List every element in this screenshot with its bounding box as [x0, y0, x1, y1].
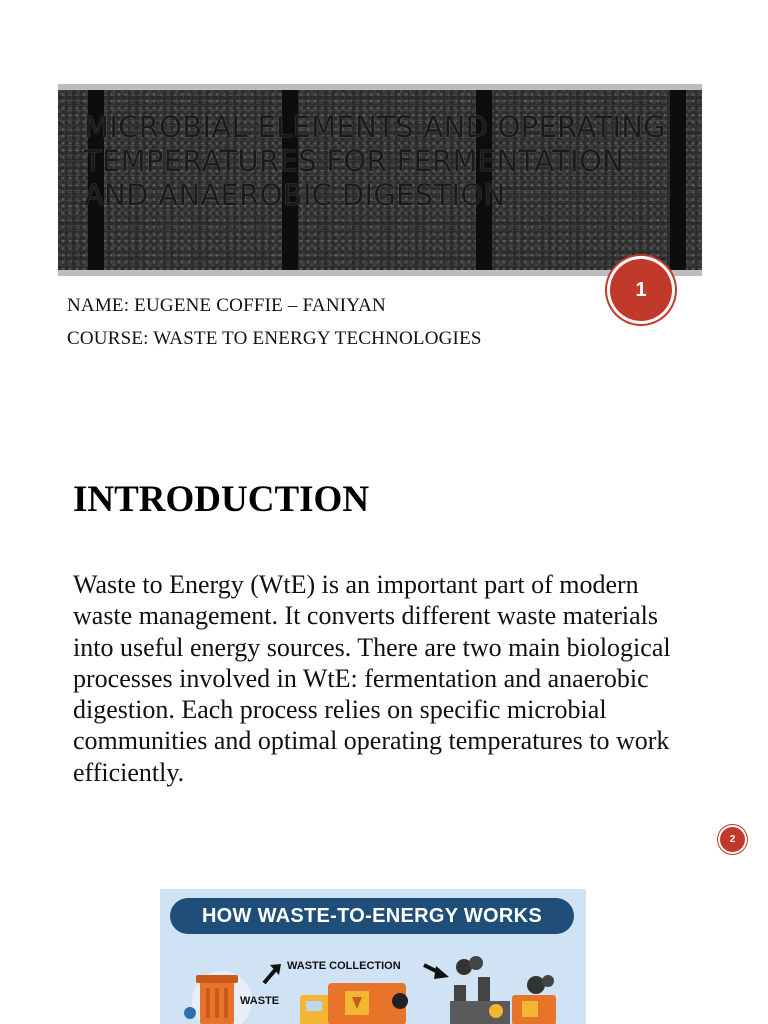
arrow-icon — [424, 965, 449, 979]
course-name: COURSE: WASTE TO ENERGY TECHNOLOGIES — [67, 328, 482, 349]
waste-label: WASTE — [240, 995, 280, 1007]
section-heading: INTRODUCTION — [73, 479, 370, 520]
page-number-badge: 2 — [720, 827, 745, 852]
waste-collection-label: WASTE COLLECTION — [287, 960, 401, 972]
arrow-icon — [264, 964, 281, 983]
infographic-illustration — [160, 889, 586, 1024]
wte-infographic — [160, 889, 586, 1024]
author-name: NAME: EUGENE COFFIE – FANIYAN — [67, 295, 386, 316]
slide-title: MICROBIAL ELEMENTS AND OPERATING TEMPERATURES FOR FERMENTATION AND ANAEROBIC DIGESTION — [84, 110, 666, 212]
infographic-title: HOW WASTE-TO-ENERGY WORKS — [170, 898, 574, 934]
title-banner — [58, 84, 702, 276]
page-number-badge: 1 — [610, 259, 672, 321]
garbage-truck-icon — [300, 983, 408, 1024]
factory-icon — [450, 956, 556, 1024]
intro-paragraph: Waste to Energy (WtE) is an important part of modern waste management. It converts different waste materials into useful energy sources. There are two main biological processes involved in WtE: fermentation and anaerobic digestion. Each process relies on specific microbial communities and optimal operating temperatures to work efficiently. — [73, 570, 671, 787]
